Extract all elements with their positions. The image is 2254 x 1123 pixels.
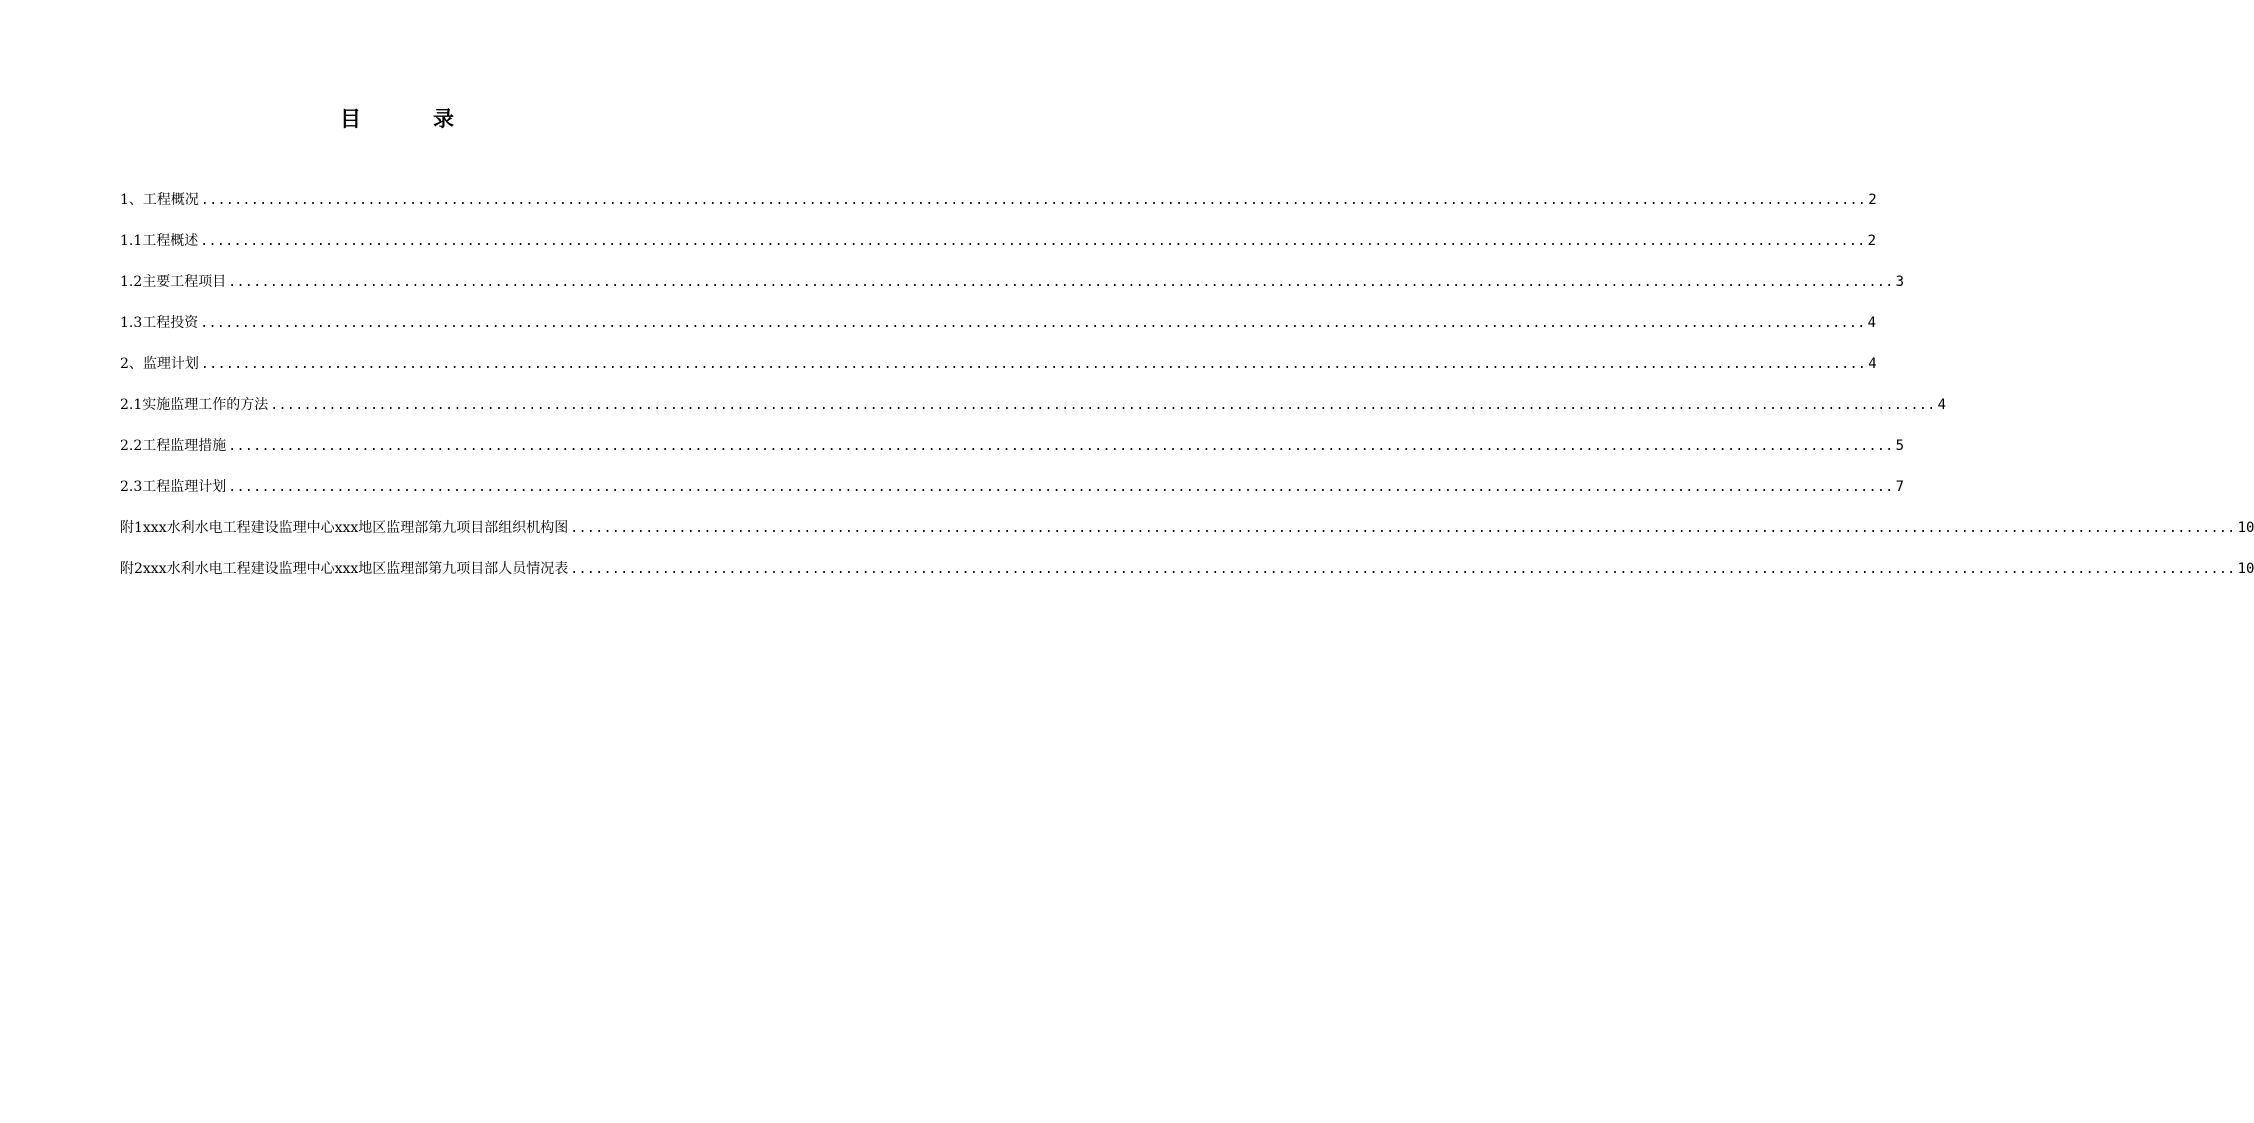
toc-leader-dots: ........................................................................................................................................................................................................ <box>200 357 1867 372</box>
toc-entry-page: 4 <box>1937 397 1947 413</box>
toc-entry-page: 10 <box>2237 520 2254 536</box>
toc-entry[interactable] <box>120 310 1877 337</box>
page-title <box>0 103 794 135</box>
toc-entry-page: 4 <box>1868 356 1877 372</box>
toc-entry-page: 5 <box>1895 438 1905 454</box>
toc-entry-label: 1、工程概况 <box>120 192 199 208</box>
title-char-right: 录 <box>433 107 454 131</box>
toc-leader-dots: ........................................................................................................................................................................................................ <box>200 316 1866 331</box>
toc-entry[interactable] <box>120 556 2254 583</box>
toc-entry-label: 2.3工程监理计划 <box>120 479 227 495</box>
toc-entry-page: 2 <box>1867 233 1877 249</box>
toc-leader-dots: ........................................................................................................................................................................................................ <box>570 562 2236 577</box>
toc-leader-dots: ........................................................................................................................................................................................................ <box>200 234 1866 249</box>
toc-entry[interactable] <box>120 187 1877 214</box>
toc-entry-label: 1.1工程概述 <box>120 233 199 249</box>
toc-leader-dots: ........................................................................................................................................................................................................ <box>200 193 1867 208</box>
toc-entry-page: 2 <box>1868 192 1877 208</box>
toc-entry-page: 4 <box>1867 315 1877 331</box>
toc-leader-dots: ........................................................................................................................................................................................................ <box>228 439 1894 454</box>
toc-entry[interactable] <box>120 269 1905 296</box>
toc-entry-label: 1.2主要工程项目 <box>120 274 227 290</box>
toc-entry-label: 2.2工程监理措施 <box>120 438 227 454</box>
toc-entry-page: 7 <box>1895 479 1905 495</box>
toc-entry[interactable] <box>120 474 1905 501</box>
toc-entry[interactable] <box>120 515 2254 542</box>
title-char-left: 目 <box>340 107 361 131</box>
toc-entry[interactable] <box>120 392 1947 419</box>
toc-entry-label: 2.1实施监理工作的方法 <box>120 397 269 413</box>
toc-entry[interactable] <box>120 433 1905 460</box>
toc-entry[interactable] <box>120 228 1877 255</box>
toc-leader-dots: ........................................................................................................................................................................................................ <box>228 480 1894 495</box>
toc-leader-dots: ........................................................................................................................................................................................................ <box>570 521 2236 536</box>
table-of-contents <box>120 187 2254 597</box>
toc-entry-label: 附2xxx水利水电工程建设监理中心xxx地区监理部第九项目部人员情况表 <box>120 561 569 577</box>
toc-entry-page: 3 <box>1895 274 1905 290</box>
toc-entry-page: 10 <box>2237 561 2254 577</box>
toc-entry[interactable] <box>120 351 1877 378</box>
toc-entry-label: 1.3工程投资 <box>120 315 199 331</box>
toc-entry-label: 附1xxx水利水电工程建设监理中心xxx地区监理部第九项目部组织机构图 <box>120 520 569 536</box>
toc-entry-label: 2、监理计划 <box>120 356 199 372</box>
toc-leader-dots: ........................................................................................................................................................................................................ <box>228 275 1894 290</box>
toc-leader-dots: ........................................................................................................................................................................................................ <box>270 398 1936 413</box>
